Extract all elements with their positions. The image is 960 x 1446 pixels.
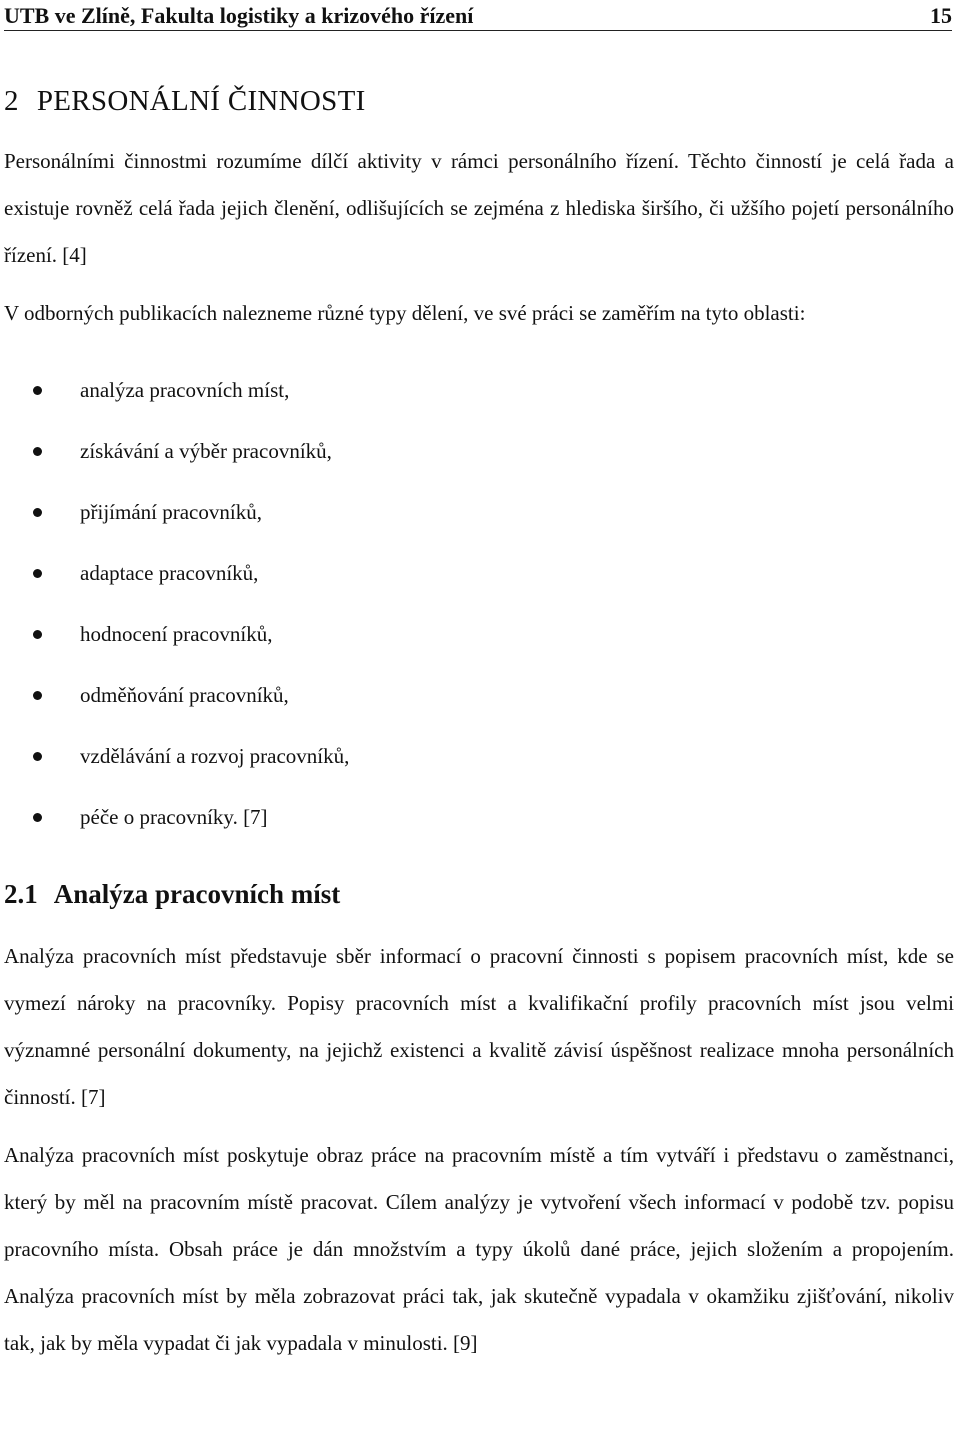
bullet-icon [33, 630, 42, 639]
section-title [4, 874, 954, 914]
list-item-text: přijímání pracovníků, [80, 500, 262, 524]
list-item-text: získávání a výběr pracovníků, [80, 439, 332, 463]
section-paragraph-1: Analýza pracovních míst představuje sběr informací o pracovní činnosti s popisem pracovních míst, kde se vymezí nároky na pracovníky. Popisy pracovních míst a kvalifikační profily pracovních míst jsou velmi významné personální dokumenty, na jejichž existenci a kvalitě závisí úspěšnost realizace mnoha personálních činností. [7] [4, 944, 954, 1109]
bullet-icon [33, 447, 42, 456]
list-item [4, 421, 954, 482]
list-item [4, 726, 954, 787]
bullet-icon [33, 386, 42, 395]
list-item [4, 787, 954, 848]
list-item-text: adaptace pracovníků, [80, 561, 259, 585]
section-paragraph-2: Analýza pracovních míst poskytuje obraz práce na pracovním místě a tím vytváří i představu o zaměstnanci, který by měl na pracovním místě pracovat. Cílem analýzy je vytvoření všech informací v podobě tzv. popisu pracovního místa. Obsah práce je dán množstvím a typy úkolů dané práce, jejich složením a propojením. Analýza pracovních míst by měla zobrazovat práci tak, jak skutečně vypadala v okamžiku zjišťování, nikoliv tak, jak by měla vypadat či jak vypadala v minulosti. [9] [4, 1143, 954, 1355]
intro-paragraph-1: Personálními činnostmi rozumíme dílčí aktivity v rámci personálního řízení. Těchto činností je celá řada a existuje rovněž celá řada jejich členění, odlišujících se zejména z hlediska širšího, či užšího pojetí personálního řízení. [4] [4, 149, 954, 267]
running-header [4, 0, 952, 31]
list-item [4, 360, 954, 421]
list-item [4, 665, 954, 726]
chapter-number: 2 [4, 85, 19, 117]
bullet-icon [33, 752, 42, 761]
bullet-icon [33, 508, 42, 517]
list-item-text: hodnocení pracovníků, [80, 622, 273, 646]
list-item [4, 482, 954, 543]
bullet-icon [33, 691, 42, 700]
list-item-text: vzdělávání a rozvoj pracovníků, [80, 744, 350, 768]
list-item [4, 543, 954, 604]
section-title-text: Analýza pracovních míst [53, 879, 341, 909]
header-page-number: 15 [930, 3, 952, 28]
chapter-title-text: PERSONÁLNÍ ČINNOSTI [36, 85, 366, 117]
chapter-title [4, 79, 954, 123]
areas-list [4, 360, 954, 848]
header-institution: UTB ve Zlíně, Fakulta logistiky a krizového řízení [4, 3, 474, 28]
list-item-text: péče o pracovníky. [7] [80, 805, 268, 829]
list-item-text: analýza pracovních míst, [80, 378, 290, 402]
list-item [4, 604, 954, 665]
list-item-text: odměňování pracovníků, [80, 683, 289, 707]
section-number: 2.1 [4, 879, 38, 909]
bullet-icon [33, 569, 42, 578]
intro-paragraph-2: V odborných publikacích nalezneme různé typy dělení, ve své práci se zaměřím na tyto oblasti: [4, 301, 806, 325]
bullet-icon [33, 813, 42, 822]
